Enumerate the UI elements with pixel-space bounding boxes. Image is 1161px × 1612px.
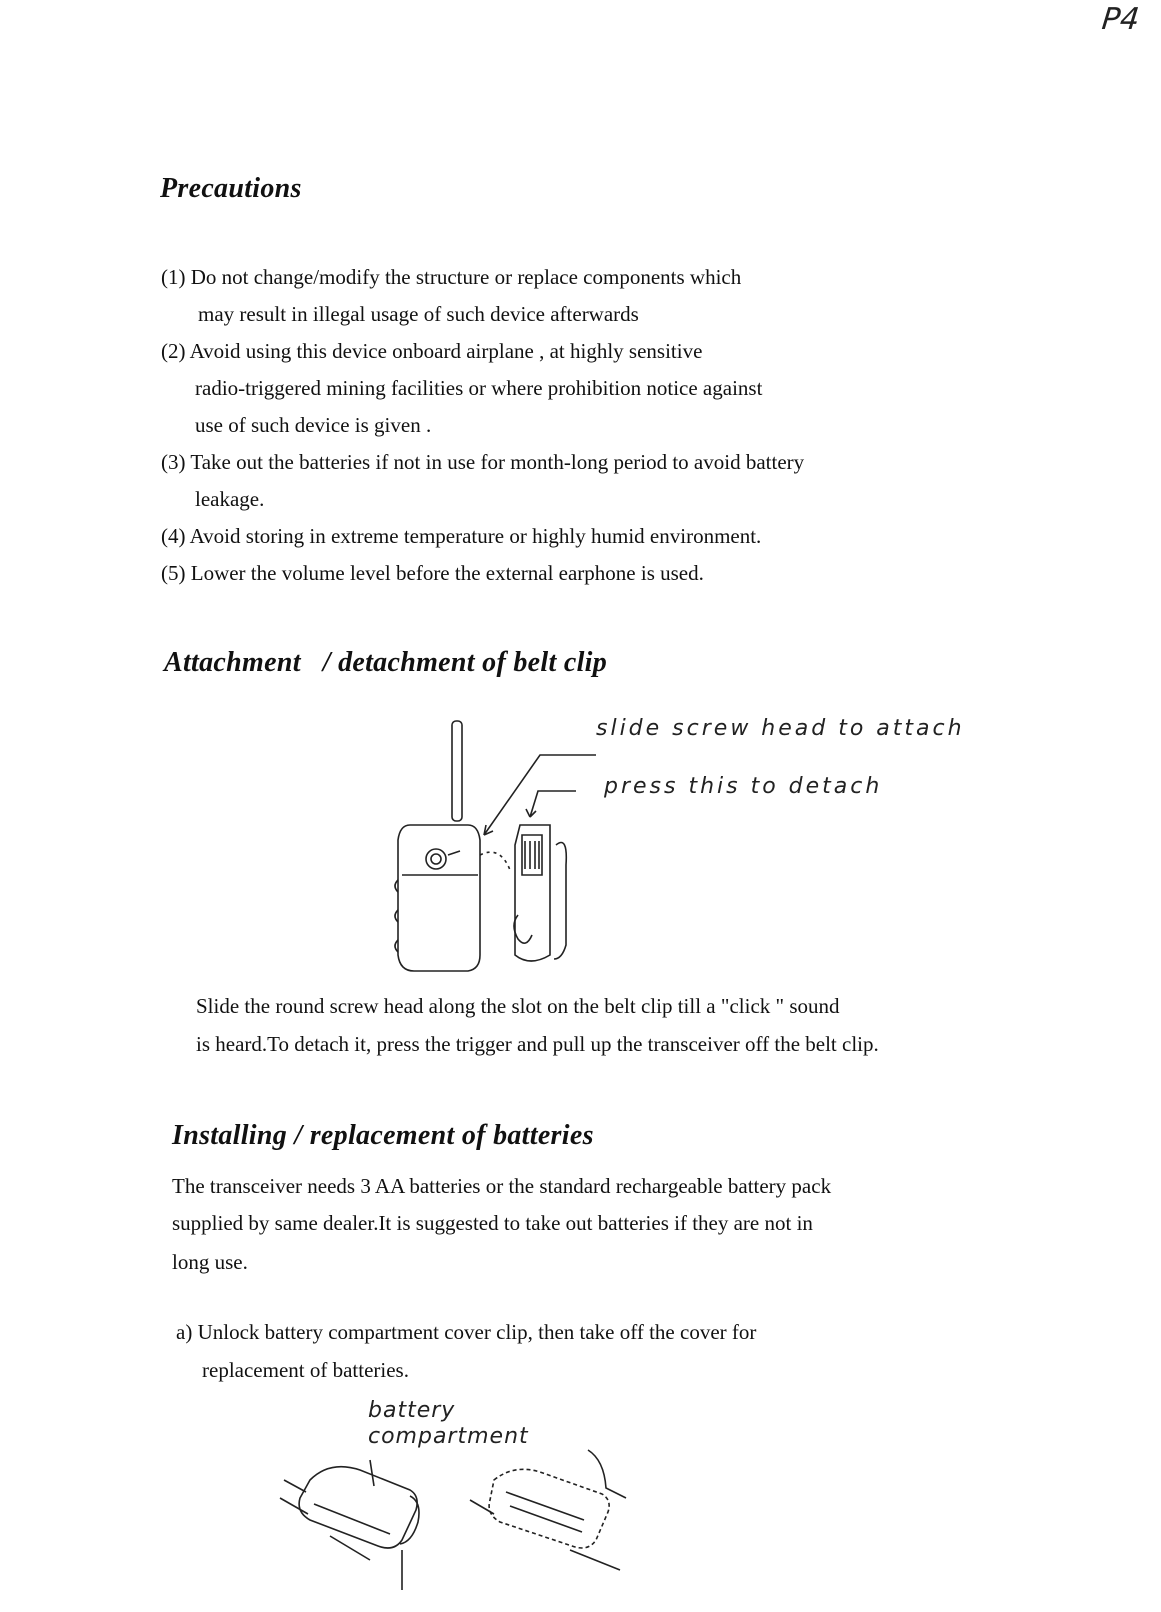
battery-label: battery (368, 1398, 456, 1423)
precautions-heading: Precautions (160, 173, 302, 204)
batteries-heading: Installing / replacement of batteries (172, 1120, 594, 1151)
slide-leader-line (484, 755, 596, 835)
batteries-intro-line: supplied by same dealer.It is suggested to take out batteries if they are not in (172, 1211, 813, 1235)
precaution-line: (5) Lower the volume level before the external earphone is used. (161, 561, 704, 585)
precaution-line: radio-triggered mining facilities or where prohibition notice against (195, 376, 763, 400)
precaution-line: (4) Avoid storing in extreme temperature or highly humid environment. (161, 524, 762, 548)
transceiver-body-shape (398, 825, 480, 971)
screw-head-shape (426, 849, 446, 869)
step-a-line: a) Unlock battery compartment cover clip, then take off the cover for (176, 1320, 757, 1344)
belt-clip-illustration (380, 705, 980, 1005)
compartment-label: compartment (368, 1424, 529, 1449)
slide-screw-label: slide screw head to attach (596, 716, 965, 741)
precaution-line: (1) Do not change/modify the structure or replace components which (161, 265, 742, 289)
batteries-intro-line: long use. (172, 1250, 248, 1274)
battery-compartment-illustration (270, 1440, 650, 1600)
device-right-shape (489, 1469, 609, 1548)
step-a-line: replacement of batteries. (202, 1358, 409, 1382)
belt-clip-heading: Attachment / detachment of belt clip (164, 647, 608, 678)
press-leader-line (530, 791, 576, 817)
precaution-line: (2) Avoid using this device onboard airplane , at highly sensitive (161, 339, 703, 363)
precaution-line: may result in illegal usage of such device afterwards (198, 302, 639, 326)
press-detach-label: press this to detach (604, 774, 883, 799)
device-left-shape (299, 1467, 417, 1548)
precaution-line: (3) Take out the batteries if not in use for month-long period to avoid battery (161, 450, 805, 474)
antenna-shape (452, 721, 462, 821)
precaution-line: use of such device is given . (195, 413, 432, 437)
precaution-line: leakage. (195, 487, 265, 511)
page-number: P4 (1099, 2, 1141, 37)
batteries-intro-line: The transceiver needs 3 AA batteries or the standard rechargeable battery pack (172, 1174, 832, 1198)
belt-clip-line: is heard.To detach it, press the trigger and pull up the transceiver off the belt clip. (196, 1032, 879, 1056)
belt-clip-line: Slide the round screw head along the slot on the belt clip till a "click " sound (196, 994, 840, 1018)
